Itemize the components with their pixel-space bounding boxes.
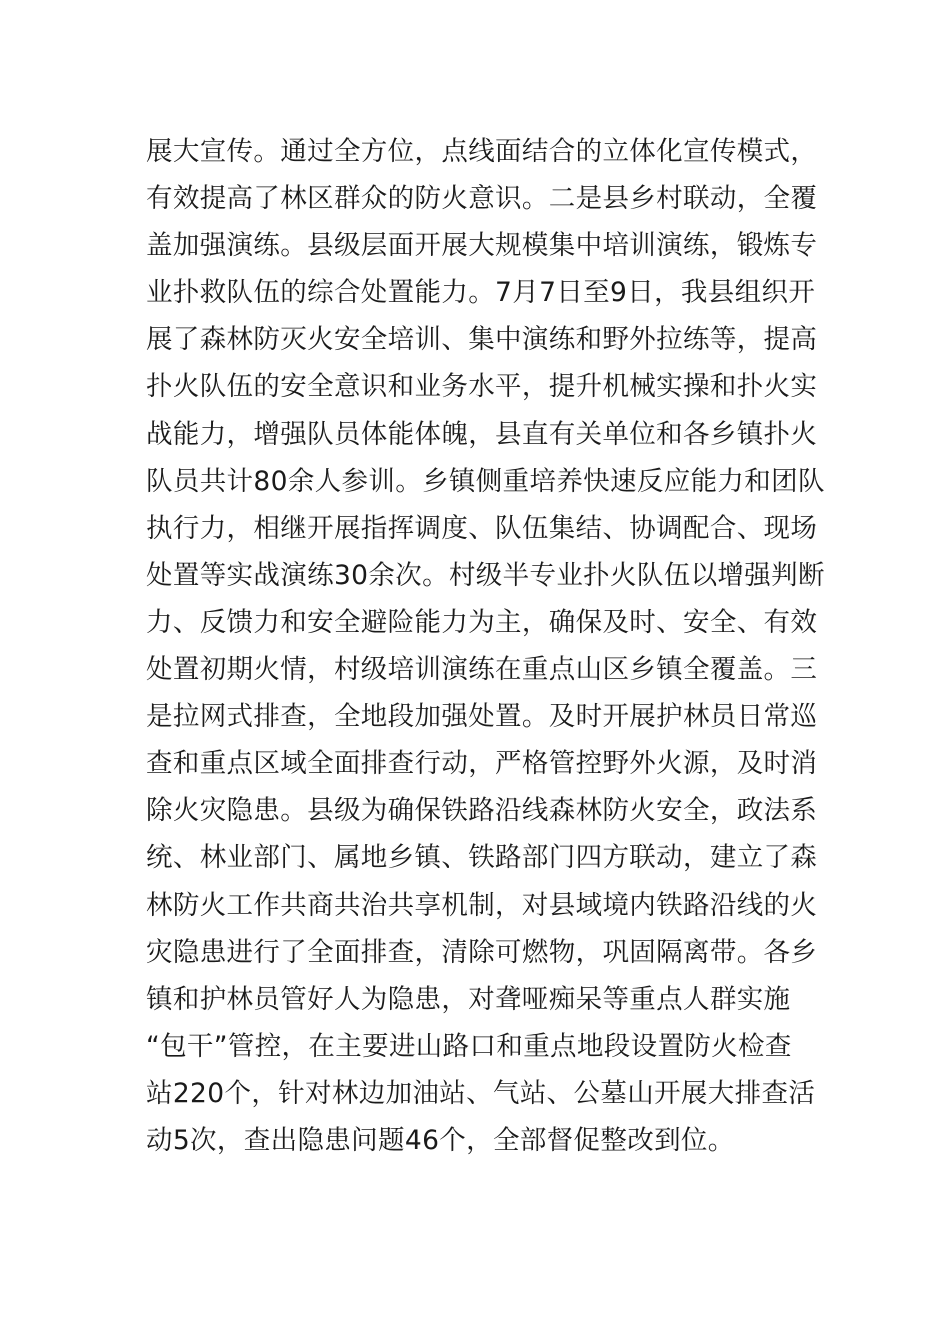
- text-line: 除火灾隐患。县级为确保铁路沿线森林防火安全，政法系: [146, 795, 818, 827]
- text-line: 战能力，增强队员体能体魄，县直有关单位和各乡镇扑火: [146, 418, 818, 450]
- text-line: 站220个，针对林边加油站、气站、公墓山开展大排查活: [146, 1077, 816, 1109]
- text-line: 有效提高了林区群众的防火意识。二是县乡村联动，全覆: [146, 183, 818, 215]
- text-line: 扑火队伍的安全意识和业务水平，提升机械实操和扑火实: [146, 371, 818, 403]
- text-line: 处置等实战演练30余次。村级半专业扑火队伍以增强判断: [146, 559, 825, 591]
- text-line: 展了森林防灭火安全培训、集中演练和野外拉练等，提高: [146, 324, 818, 356]
- text-line: 处置初期火情，村级培训演练在重点山区乡镇全覆盖。三: [146, 654, 818, 686]
- text-line: 是拉网式排查，全地段加强处置。及时开展护林员日常巡: [146, 701, 818, 733]
- text-line: 动5次，查出隐患问题46个，全部督促整改到位。: [146, 1124, 735, 1156]
- text-line: 队员共计80余人参训。乡镇侧重培养快速反应能力和团队: [146, 465, 825, 497]
- text-line: 盖加强演练。县级层面开展大规模集中培训演练，锻炼专: [146, 230, 818, 262]
- text-line: 力、反馈力和安全避险能力为主，确保及时、安全、有效: [146, 606, 818, 638]
- text-line: 镇和护林员管好人为隐患，对聋哑痴呆等重点人群实施: [146, 983, 791, 1015]
- text-line: 灾隐患进行了全面排查，清除可燃物，巩固隔离带。各乡: [146, 936, 818, 968]
- text-line: 林防火工作共商共治共享机制，对县域境内铁路沿线的火: [146, 889, 818, 921]
- text-line: 统、林业部门、属地乡镇、铁路部门四方联动，建立了森: [146, 842, 818, 874]
- text-line: 业扑救队伍的综合处置能力。7月7日至9日，我县组织开: [146, 277, 816, 309]
- text-line: 展大宣传。通过全方位，点线面结合的立体化宣传模式，: [146, 136, 818, 167]
- text-line: “包干”管控，在主要进山路口和重点地段设置防火检查: [146, 1030, 792, 1062]
- text-line: 查和重点区域全面排查行动，严格管控野外火源，及时消: [146, 748, 818, 780]
- text-line: 执行力，相继开展指挥调度、队伍集结、协调配合、现场: [146, 512, 818, 544]
- body-paragraph: [146, 128, 826, 1164]
